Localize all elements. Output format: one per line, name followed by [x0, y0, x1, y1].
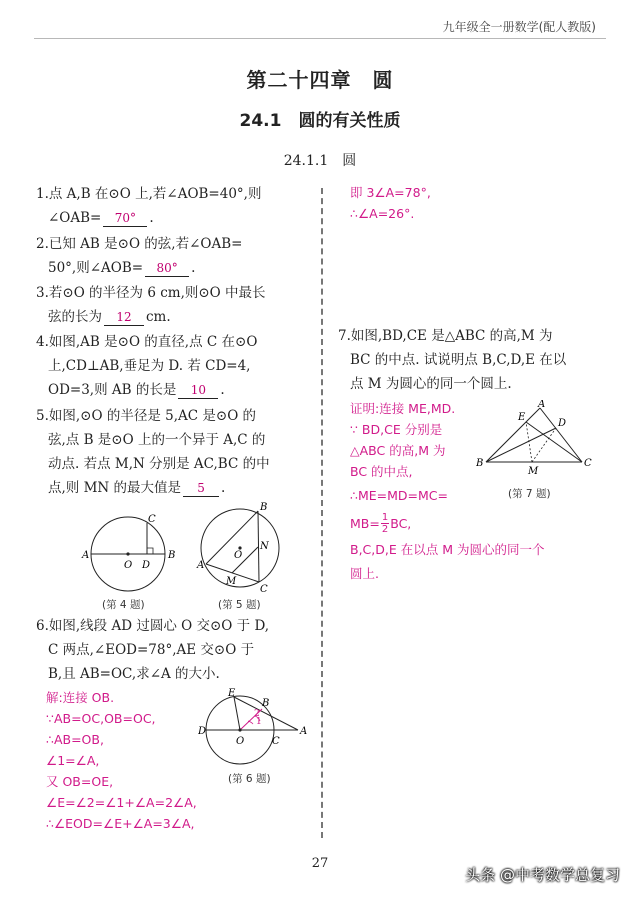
figure-4: [80, 510, 180, 592]
fig6-label-a: A: [300, 726, 308, 737]
question-3: [36, 281, 316, 329]
fig7-label-e: E: [518, 412, 526, 423]
q7-proof-bc: BC,: [390, 516, 412, 531]
q4-answer: 10: [178, 382, 218, 399]
q6-solution-continued: [350, 182, 550, 224]
q7-proof-fraction-line: [350, 512, 600, 535]
fig6-label-b: B: [262, 698, 270, 709]
fraction-denominator: 2: [381, 524, 389, 535]
q4-line3: [36, 378, 316, 402]
fig5-label-o: O: [234, 550, 243, 561]
q6-line1: 6.如图,线段 AD 过圆心 O 交⊙O 于 D,: [36, 618, 270, 634]
q1-line1: 1.点 A,B 在⊙O 上,若∠AOB=40°,则: [36, 186, 262, 202]
q7-proof-line: BC 的中点,: [350, 464, 413, 479]
q6-solution-line: 又 OB=OE,: [46, 774, 114, 789]
question-2: [36, 232, 316, 280]
q3-end: cm.: [146, 309, 171, 325]
subsection-title: 24.1.1 圆: [283, 153, 357, 169]
q1-text2: ∠OAB=: [48, 210, 102, 226]
q5-line4: [36, 476, 316, 500]
fig4-label-a: A: [82, 550, 90, 561]
q7-proof-mb: MB=: [350, 516, 380, 531]
q4-end: .: [220, 382, 225, 398]
q7-proof-line: 圆上.: [350, 566, 379, 581]
fig6-label-c: C: [272, 736, 280, 747]
q7-line2: BC 的中点. 试说明点 B,C,D,E 在以: [350, 352, 567, 368]
q5-text4: 点,则 MN 的最大值是: [48, 480, 182, 496]
fig7-label-b: B: [476, 458, 484, 469]
q2-answer: 80°: [145, 260, 189, 277]
q2-end: .: [191, 260, 196, 276]
fig7-label-d: D: [558, 418, 567, 429]
q3-answer: 12: [104, 309, 144, 326]
q1-answer: 70°: [103, 210, 147, 227]
fig6-label-e: E: [228, 688, 236, 699]
fig4-label-d: D: [142, 560, 151, 571]
watermark-text: 头条 @中考数学总复习: [465, 866, 620, 884]
q7-line1: 7.如图,BD,CE 是△ABC 的高,M 为: [338, 328, 553, 344]
question-7: [338, 324, 608, 396]
q4-text3: OD=3,则 AB 的长是: [48, 382, 177, 398]
q6-solution-line: ∵AB=OC,OB=OC,: [46, 711, 156, 726]
figure-7: [476, 400, 594, 480]
fig7-label-a: A: [538, 400, 546, 410]
fig6-label-1: 1: [256, 717, 262, 727]
fig4-label-c: C: [148, 514, 156, 525]
q1-end: .: [149, 210, 154, 226]
fig6-label-d: D: [198, 726, 207, 737]
chapter-title: 第二十四章 圆: [246, 68, 394, 92]
q2-line1: 2.已知 AB 是⊙O 的弦,若∠OAB=: [36, 236, 243, 252]
fig7-label-c: C: [584, 458, 592, 469]
q6-solution-line: ∠1=∠A,: [46, 753, 100, 768]
q5-line2: 弦,点 B 是⊙O 上的一个异于 A,C 的: [48, 432, 266, 448]
q3-line2: [36, 305, 316, 329]
question-6: [36, 614, 321, 686]
q5-line3: 动点. 若点 M,N 分别是 AC,BC 的中: [48, 456, 270, 472]
q7-proof-line: △ABC 的高,M 为: [350, 443, 446, 458]
q6-cont-line: ∴∠A=26°.: [350, 206, 415, 221]
figure-7-caption: (第 7 题): [508, 488, 551, 500]
header-rule: [34, 38, 606, 39]
question-4: [36, 330, 316, 402]
q2-line2: [36, 256, 316, 280]
q4-line2: 上,CD⊥AB,垂足为 D. 若 CD=4,: [48, 358, 251, 374]
q6-line3: B,且 AB=OC,求∠A 的大小.: [48, 666, 220, 682]
fig5-label-b: B: [260, 502, 268, 513]
fig6-label-o: O: [236, 736, 245, 747]
fig5-label-a: A: [197, 560, 205, 571]
half-fraction: [381, 512, 389, 535]
fig5-label-m: M: [226, 576, 237, 587]
q7-line3: 点 M 为圆心的同一个圆上.: [350, 376, 512, 392]
q6-solution-line: ∴AB=OB,: [46, 732, 104, 747]
question-5: [36, 404, 316, 500]
q7-proof-line: ∴ME=MD=MC=: [350, 488, 448, 503]
q7-proof-line: ∵ BD,CE 分别是: [350, 422, 443, 437]
q3-text2: 弦的长为: [48, 309, 102, 325]
section-title: 24.1 圆的有关性质: [239, 111, 401, 131]
q5-line1: 5.如图,⊙O 的半径是 5,AC 是⊙O 的: [36, 408, 257, 424]
figure-5-caption: (第 5 题): [218, 599, 261, 611]
fig4-label-b: B: [168, 550, 176, 561]
running-header: 九年级全一册数学(配人教版): [442, 20, 596, 34]
q6-solution-line: ∴∠EOD=∠E+∠A=3∠A,: [46, 816, 195, 831]
figure-5: [196, 500, 288, 596]
question-1: [36, 182, 316, 230]
fig5-label-c: C: [260, 584, 268, 595]
q5-end: .: [221, 480, 226, 496]
fraction-numerator: 1: [381, 512, 389, 523]
q6-line2: C 两点,∠EOD=78°,AE 交⊙O 于: [48, 642, 255, 658]
fig6-label-2: 2: [254, 709, 260, 719]
q3-line1: 3.若⊙O 的半径为 6 cm,则⊙O 中最长: [36, 285, 266, 301]
figure-6-caption: (第 6 题): [228, 773, 271, 785]
q2-text2: 50°,则∠AOB=: [48, 260, 144, 276]
fig7-label-m: M: [528, 466, 539, 477]
q6-solution-line: 解:连接 OB.: [46, 690, 115, 705]
q7-proof-line: B,C,D,E 在以点 M 为圆心的同一个: [350, 542, 545, 557]
fig4-label-o: O: [124, 560, 133, 571]
fig5-label-n: N: [260, 541, 269, 552]
page-number: 27: [311, 856, 329, 871]
figure-4-caption: (第 4 题): [102, 599, 145, 611]
q6-cont-line: 即 3∠A=78°,: [350, 185, 431, 200]
column-divider: [321, 188, 323, 838]
figure-6: [198, 688, 310, 766]
q5-answer: 5: [183, 480, 219, 497]
q4-line1: 4.如图,AB 是⊙O 的直径,点 C 在⊙O: [36, 334, 258, 350]
q1-line2: [36, 206, 316, 230]
q7-proof-line: 证明:连接 ME,MD.: [350, 401, 456, 416]
q6-solution-line: ∠E=∠2=∠1+∠A=2∠A,: [46, 795, 197, 810]
